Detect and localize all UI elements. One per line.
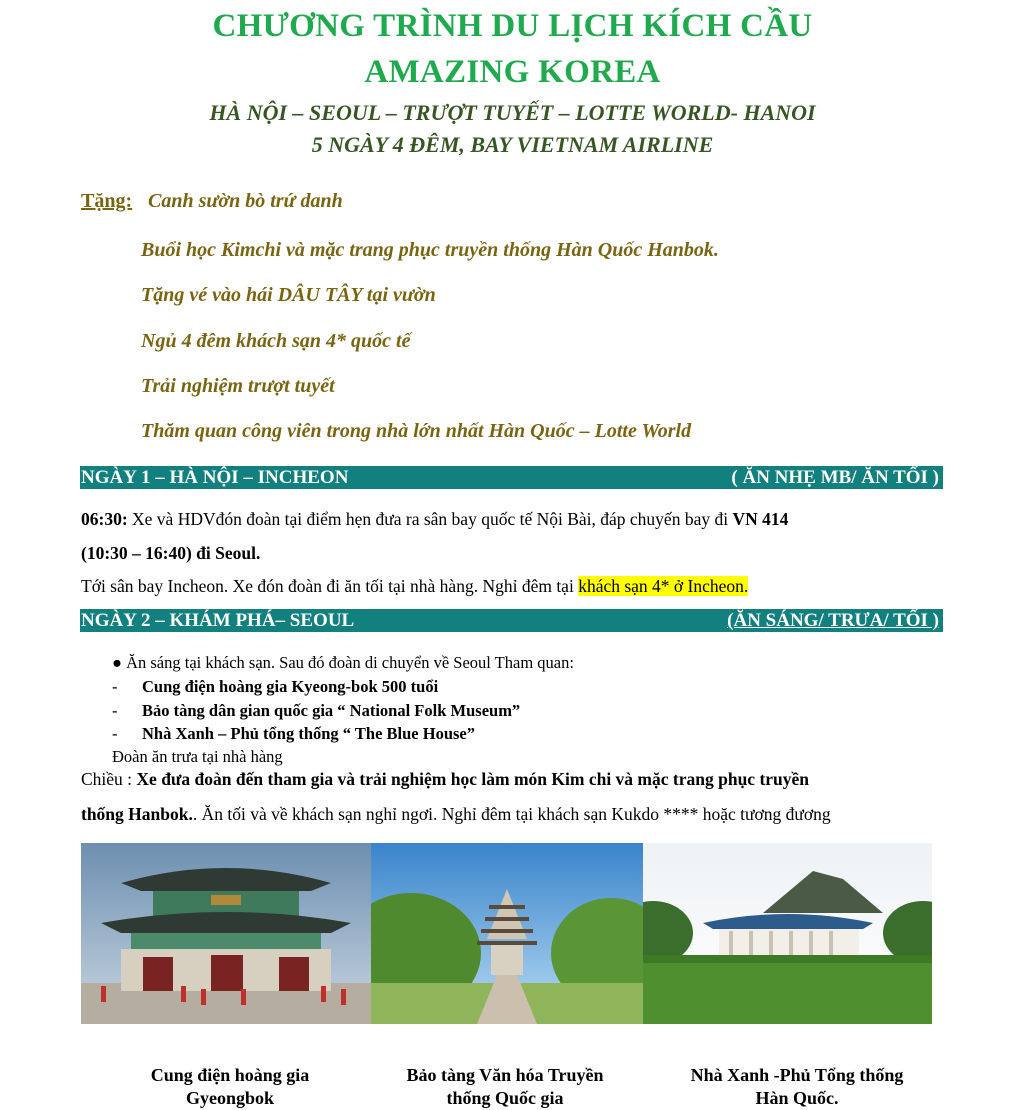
photo-caption-gyeongbok <box>100 1064 360 1110</box>
photo-caption-blue-house <box>662 1064 932 1110</box>
day1-hotel-highlight: khách sạn 4* ở Incheon. <box>578 576 749 596</box>
gift-label: Tặng: <box>81 190 133 212</box>
day2-title: NGÀY 2 – KHÁM PHÁ– SEOUL <box>81 610 355 631</box>
day2-place <box>112 701 521 721</box>
gyeongbok-palace-photo <box>81 843 371 1024</box>
day2-afternoon-line-2 <box>81 804 831 825</box>
title-line-1: CHƯƠNG TRÌNH DU LỊCH KÍCH CẦU <box>212 8 813 44</box>
dash-icon: - <box>112 677 118 696</box>
gift-item: Trải nghiệm trượt tuyết <box>141 375 335 397</box>
afternoon-activity: Xe đưa đoàn đến tham gia và trải nghiệm học làm món Kim chi và mặc trang phục truyền <box>136 769 810 789</box>
gift-item: Tặng vé vào hái DÂU TÂY tại vườn <box>141 284 436 306</box>
day1-line-3 <box>81 576 748 597</box>
afternoon-rest: . Ăn tối và về khách sạn nghỉ ngơi. Nghỉ đêm tại khách sạn Kukdo **** hoặc tương đương <box>192 804 831 824</box>
blue-house-photo <box>643 843 932 1024</box>
caption-line: thống Quốc gia <box>446 1088 564 1108</box>
day1-flight-time: (10:30 – 16:40) đi Seoul. <box>81 543 261 563</box>
day2-intro <box>112 653 574 673</box>
day1-header <box>80 466 943 489</box>
day2-intro-text: Ăn sáng tại khách sạn. Sau đó đoàn di chuyển về Seoul Tham quan: <box>126 653 574 672</box>
photo-caption-museum <box>380 1064 630 1110</box>
day2-place-text: Nhà Xanh – Phủ tổng thống “ The Blue House” <box>142 724 475 743</box>
day1-arrival-text: Tới sân bay Incheon. Xe đón đoàn đi ăn tối tại nhà hàng. Nghỉ đêm tại <box>81 576 579 596</box>
dash-icon: - <box>112 701 118 720</box>
afternoon-activity-end: thống Hanbok. <box>81 804 193 824</box>
day1-meals: ( ĂN NHẸ MB/ ĂN TỐI ) <box>731 467 939 488</box>
bullet-icon: ● <box>112 653 122 672</box>
day1-title: NGÀY 1 – HÀ NỘI – INCHEON <box>81 467 349 488</box>
day2-place-text: Bảo tàng dân gian quốc gia “ National Folk Museum” <box>142 701 521 720</box>
caption-line: Bảo tàng Văn hóa Truyền <box>406 1065 604 1085</box>
day2-place-text: Cung điện hoàng gia Kyeong-bok 500 tuổi <box>142 677 439 696</box>
gift-item: Thăm quan công viên trong nhà lớn nhất Hàn Quốc – Lotte World <box>141 420 692 442</box>
day1-flight: VN 414 <box>732 509 789 529</box>
afternoon-label: Chiều : <box>81 769 137 789</box>
day1-line-1 <box>81 509 788 530</box>
gift-item: Buổi học Kimchi và mặc trang phục truyền thống Hàn Quốc Hanbok. <box>141 239 719 261</box>
caption-line: Cung điện hoàng gia <box>150 1065 310 1085</box>
day1-time: 06:30: <box>81 509 128 529</box>
duration-subtitle: 5 NGÀY 4 ĐÊM, BAY VIETNAM AIRLINE <box>311 132 714 157</box>
day2-header <box>80 609 943 632</box>
day1-text: Xe và HDVđón đoàn tại điểm hẹn đưa ra sân bay quốc tế Nội Bài, đáp chuyến bay đi <box>127 509 733 529</box>
dash-icon: - <box>112 724 118 743</box>
caption-line: Gyeongbok <box>185 1088 275 1108</box>
caption-line: Hàn Quốc. <box>755 1088 839 1108</box>
caption-line: Nhà Xanh -Phủ Tổng thống <box>690 1065 904 1085</box>
folk-museum-photo <box>371 843 643 1024</box>
day2-lunch: Đoàn ăn trưa tại nhà hàng <box>112 747 283 766</box>
day2-afternoon-line-1 <box>81 769 809 790</box>
route-subtitle: HÀ NỘI – SEOUL – TRƯỢT TUYẾT – LOTTE WORLD- HANOI <box>209 100 816 125</box>
gift-item-first: Canh sườn bò trứ danh <box>148 190 343 212</box>
day2-meals: (ĂN SÁNG/ TRƯA/ TỐI ) <box>727 610 939 631</box>
day2-place <box>112 677 439 697</box>
day2-place <box>112 724 475 744</box>
title-line-2: AMAZING KOREA <box>364 54 661 90</box>
gift-item: Ngủ 4 đêm khách sạn 4* quốc tế <box>141 330 411 352</box>
